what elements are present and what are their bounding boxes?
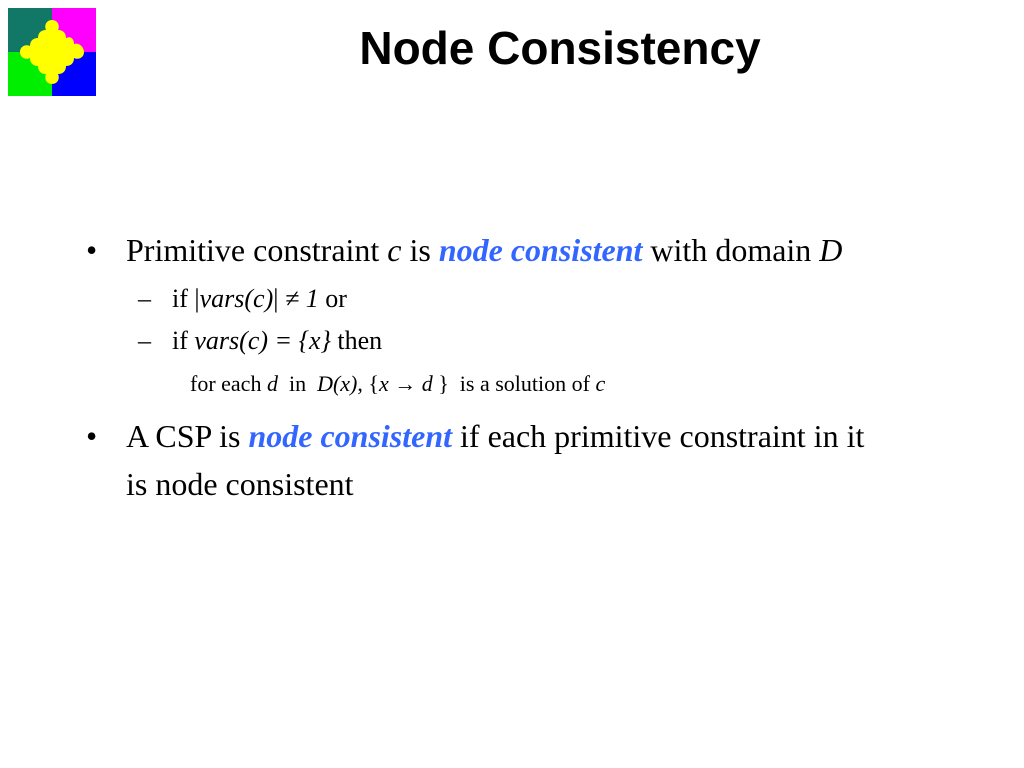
sub-bullet-vars-not-one bbox=[84, 282, 884, 316]
bullet-csp-node-consistent bbox=[84, 412, 884, 508]
var-c: c bbox=[595, 371, 606, 396]
text: if each primitive constraint in it is node consistent bbox=[126, 418, 865, 502]
text: or bbox=[318, 284, 347, 313]
text: , { bbox=[357, 371, 379, 396]
math-Dx: D(x) bbox=[317, 371, 358, 396]
var-x: x bbox=[378, 371, 389, 396]
text: in bbox=[277, 371, 318, 396]
dash-marker: – bbox=[138, 284, 151, 313]
var-c: c bbox=[387, 232, 402, 268]
text: } is a solution of bbox=[432, 371, 596, 396]
slide-title: Node Consistency bbox=[359, 22, 761, 74]
text: if | bbox=[172, 284, 200, 313]
bullet-node-consistent-constraint bbox=[84, 226, 884, 274]
arrow-symbol: → bbox=[388, 371, 422, 396]
text: A CSP is bbox=[126, 418, 249, 454]
detail-line-for-each bbox=[84, 370, 884, 398]
text: with domain bbox=[642, 232, 820, 268]
math-neq-one: ≠ 1 bbox=[284, 284, 319, 313]
math-vars: vars(c) bbox=[199, 284, 274, 313]
text: | bbox=[273, 284, 285, 313]
var-d: d bbox=[421, 371, 433, 396]
slide-content bbox=[84, 226, 884, 508]
sub-bullet-vars-equals-x bbox=[84, 324, 884, 358]
text: for each bbox=[190, 371, 267, 396]
dash-marker: – bbox=[138, 326, 151, 355]
var-D: D bbox=[819, 232, 843, 268]
text: Primitive constraint bbox=[126, 232, 388, 268]
math-vars-eq: vars(c) = {x} bbox=[194, 326, 331, 355]
bullet-marker: • bbox=[86, 418, 98, 454]
highlight-term: node consistent bbox=[438, 232, 643, 268]
text: then bbox=[330, 326, 383, 355]
text: if bbox=[172, 326, 195, 355]
bullet-marker: • bbox=[86, 232, 98, 268]
text: is bbox=[401, 232, 439, 268]
var-d: d bbox=[266, 371, 278, 396]
highlight-term: node consistent bbox=[248, 418, 453, 454]
